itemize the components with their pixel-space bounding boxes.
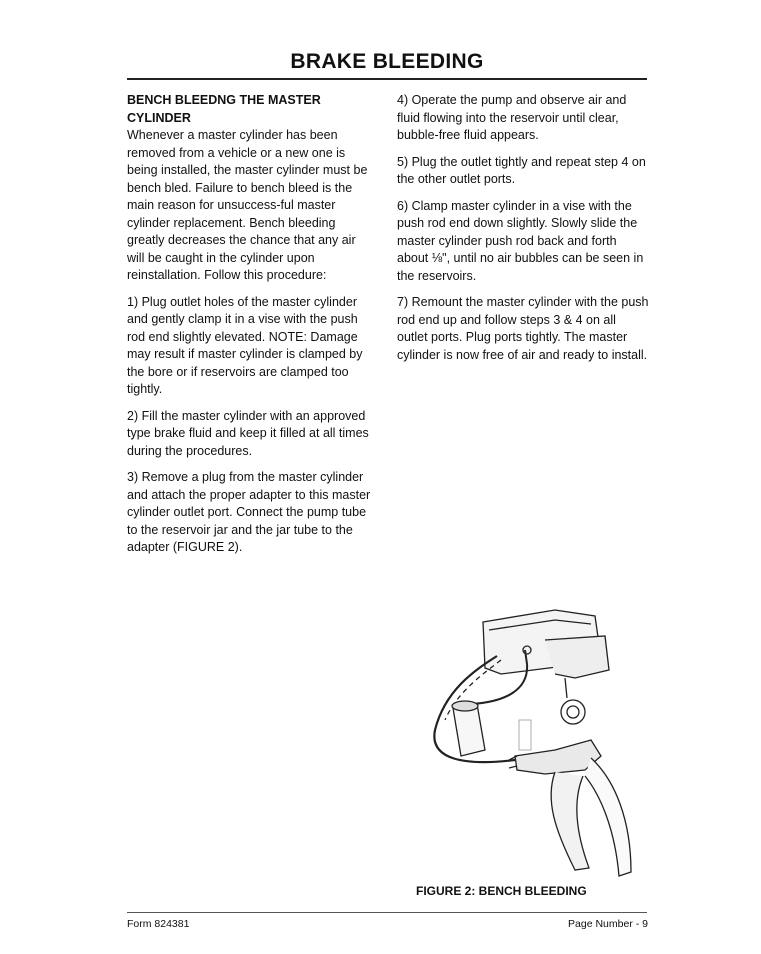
right-column (397, 92, 649, 373)
form-number: Form 824381 (127, 918, 190, 930)
step-5: 5) Plug the outlet tightly and repeat step 4 on the other outlet ports. (397, 154, 646, 186)
step-6: 6) Clamp master cylinder in a vise with the push rod end down slightly. Slowly slide the master cylinder push rod back and forth about ⅛", until no air bubbles can be seen in the reservoirs. (397, 198, 644, 283)
intro-paragraph (127, 92, 373, 285)
step-3: 3) Remove a plug from the master cylinder and attach the proper adapter to this master cylinder outlet port. Connect the pump tube to the reservoir jar and the jar tube to the adapter (FIGURE 2). (127, 470, 371, 554)
bench-bleeding-illustration (405, 600, 645, 880)
page-title: BRAKE BLEEDING (290, 50, 484, 73)
page-number: Page Number - 9 (568, 918, 648, 930)
step-4: 4) Operate the pump and observe air and fluid flowing into the reservoir until clear, bubble-free fluid appears. (397, 93, 627, 142)
hand-pump-drawing (509, 720, 631, 876)
figure-caption: FIGURE 2: BENCH BLEEDING (416, 884, 587, 898)
left-column (127, 92, 373, 566)
title-divider (127, 78, 647, 80)
step-1: 1) Plug outlet holes of the master cylinder and gently clamp it in a vise with the push rod end slightly elevated. NOTE: Damage may result if master cylinder is clamped by the bore or if reservoirs are clamped too tightly. (127, 294, 363, 396)
footer-divider (127, 912, 647, 913)
section-subheading: BENCH BLEEDNG THE MASTER CYLINDER (127, 93, 321, 125)
step-2: 2) Fill the master cylinder with an approved type brake fluid and keep it filled at all times during the procedures. (127, 408, 369, 458)
master-cylinder-drawing (483, 610, 609, 724)
intro-text: Whenever a master cylinder has been removed from a vehicle or a new one is being installed, the master cylinder must be bench bled. Failure to bench bleed is the main reason for unsuccess-ful master cylinder replacement. Bench bleeding greatly decreases the chance that any air will be caught in the cylinder upon reinstallation. Follow this procedure: (127, 128, 368, 282)
step-7: 7) Remount the master cylinder with the push rod end up and follow steps 3 & 4 on all outlet ports. Plug ports tightly. The master cylinder is now free of air and ready to install. (397, 295, 649, 362)
reservoir-jar-drawing (452, 701, 485, 756)
